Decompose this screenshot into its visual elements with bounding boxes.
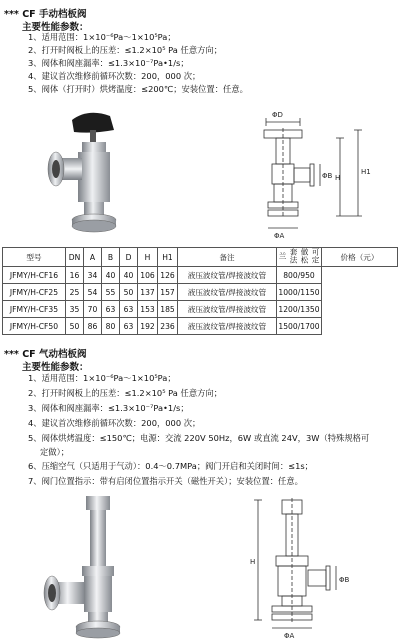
- cell: 63: [120, 301, 138, 318]
- cell: 16: [66, 267, 84, 284]
- col-header: B: [102, 248, 120, 267]
- cell: 35: [66, 301, 84, 318]
- dim-b-label: ΦB: [339, 576, 350, 584]
- cell: 1500/1700: [277, 318, 322, 335]
- cell: 液压波纹管/焊接波纹管: [178, 301, 277, 318]
- pneumatic-valve-photo: [30, 492, 140, 642]
- col-header: D: [120, 248, 138, 267]
- cell: JFMY/H-CF35: [3, 301, 66, 318]
- section2-title: *** CF 气动档板阀: [4, 349, 87, 360]
- cell: 70: [84, 301, 102, 318]
- manual-valve-drawing: [228, 108, 388, 243]
- dim-d-label: ΦD: [272, 111, 283, 119]
- table-row: [3, 284, 398, 301]
- param-line: 6、压缩空气（只适用于气动）：0.4～0.7MPa；阀门开启和关闭时间：≤1s；: [28, 461, 313, 471]
- col-header: H1: [158, 248, 178, 267]
- param-line: 2、打开时阀板上的压差：≤1.2×10⁵ Pa 任意方向；: [28, 388, 223, 398]
- param-line: 7、阀门位置指示：带有启闭位置指示开关（磁性开关）；安装位置：任意。: [28, 476, 303, 486]
- cell: 50: [66, 318, 84, 335]
- param-line: 2、打开时阀板上的压差：≤1.2×10⁵ Pa 任意方向；: [28, 45, 223, 55]
- section2-subtitle: 主要性能参数：: [22, 362, 89, 373]
- cell: 液压波纹管/焊接波纹管: [178, 284, 277, 301]
- manual-valve-photo: [40, 108, 140, 238]
- col-header: 型号: [3, 248, 66, 267]
- flange-note-cell: [277, 248, 322, 267]
- param-line: 3、阀体和阀座漏率：≤1.3×10⁻⁷Pa•1/s；: [28, 403, 189, 413]
- cell: 80: [102, 318, 120, 335]
- col-header: A: [84, 248, 102, 267]
- table-row: [3, 301, 398, 318]
- cell: 800/950: [277, 267, 322, 284]
- cell: 50: [120, 284, 138, 301]
- cell: 153: [138, 301, 158, 318]
- cell: 126: [158, 267, 178, 284]
- cell: JFMY/H-CF50: [3, 318, 66, 335]
- cell: 54: [84, 284, 102, 301]
- dim-h1-label: H1: [361, 168, 371, 176]
- table-row: [3, 318, 398, 335]
- cell: 106: [138, 267, 158, 284]
- section1-subtitle: 主要性能参数：: [22, 22, 89, 33]
- cell: 55: [102, 284, 120, 301]
- param-line: 4、建议首次维修前循环次数：200，000 次；: [28, 418, 201, 428]
- table-header-row: [3, 248, 398, 267]
- dim-a-label: ΦA: [274, 232, 285, 240]
- cell: 液压波纹管/焊接波纹管: [178, 267, 277, 284]
- dim-h-label: H: [250, 558, 256, 566]
- cell: 63: [120, 318, 138, 335]
- param-line: 3、阀体和阀座漏率：≤1.3×10⁻⁷Pa•1/s；: [28, 58, 189, 68]
- section1-title: *** CF 手动档板阀: [4, 9, 87, 20]
- cell: 25: [66, 284, 84, 301]
- cell: JFMY/H-CF25: [3, 284, 66, 301]
- cell: 185: [158, 301, 178, 318]
- col-header: H: [138, 248, 158, 267]
- param-line: 5、阀体烘烤温度：≤150℃；电源：交流 220V 50Hz，6W 或直流 24V，3W（特殊规格可: [28, 433, 370, 443]
- cell: JFMY/H-CF16: [3, 267, 66, 284]
- param-line: 5、阀体（打开时）烘烤温度：≤200℃；安装位置：任意。: [28, 84, 248, 94]
- param-line-cont: 定做）；: [40, 447, 70, 457]
- pneumatic-valve-drawing: [232, 494, 382, 642]
- cell: 236: [158, 318, 178, 335]
- dim-b-label: ΦB: [322, 172, 333, 180]
- cell: 1200/1350: [277, 301, 322, 318]
- param-line: 1、适用范围：1×10⁻⁶Pa～1×10⁵Pa；: [28, 373, 176, 383]
- cell: 192: [138, 318, 158, 335]
- cell: 40: [102, 267, 120, 284]
- cell: 63: [102, 301, 120, 318]
- param-line: 4、建议首次维修前循环次数：200，000 次；: [28, 71, 201, 81]
- dim-a-label: ΦA: [284, 632, 295, 640]
- spec-table: [2, 247, 398, 335]
- cell: 86: [84, 318, 102, 335]
- param-line: 1、适用范围：1×10⁻⁶Pa～1×10⁵Pa；: [28, 32, 176, 42]
- cell: 34: [84, 267, 102, 284]
- col-header: 备注: [178, 248, 277, 267]
- flange-note: 可定做松套法兰: [278, 248, 320, 264]
- cell: 137: [138, 284, 158, 301]
- cell: 1000/1150: [277, 284, 322, 301]
- dim-h-label: H: [335, 174, 341, 182]
- cell: 液压波纹管/焊接波纹管: [178, 318, 277, 335]
- cell: 157: [158, 284, 178, 301]
- col-header: DN: [66, 248, 84, 267]
- cell: 40: [120, 267, 138, 284]
- col-header: 价格（元）: [322, 248, 398, 267]
- table-row: [3, 267, 398, 284]
